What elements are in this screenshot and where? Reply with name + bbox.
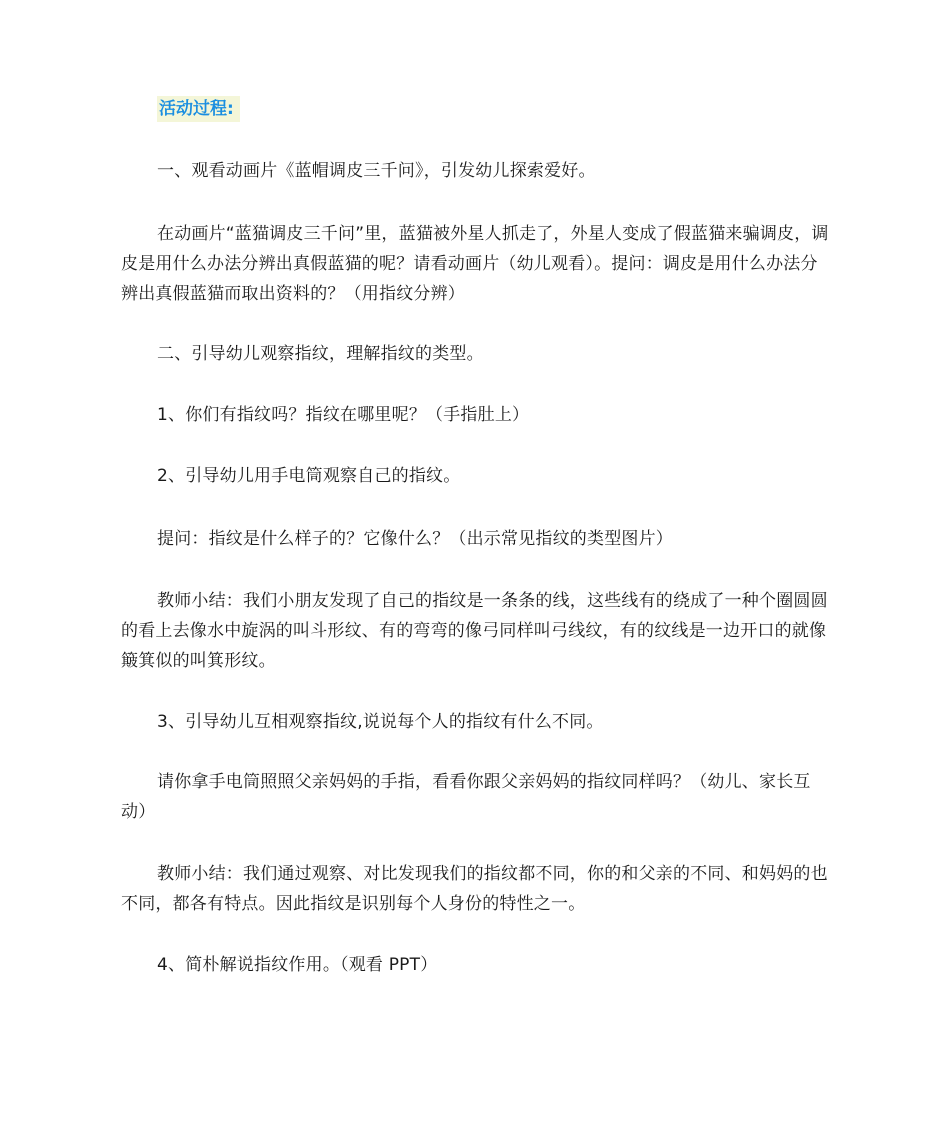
paragraph-cartoon-intro: 在动画片“蓝猫调皮三千问”里，蓝猫被外星人抓走了，外星人变成了假蓝猫来骗调皮，调皮是用什么办法分辨出真假蓝猫的呢？请看动画片（幼儿观看）。提问：调皮是用什么办法分辨出真假蓝猫而取出资料的？（用指纹分辨）	[121, 224, 829, 304]
document-page	[121, 0, 831, 1129]
paragraph-step-2: 二、引导幼儿观察指纹，理解指纹的类型。	[157, 344, 484, 364]
paragraph-parent-interaction: 请你拿手电筒照照父亲妈妈的手指，看看你跟父亲妈妈的指纹同样吗？（幼儿、家长互动）	[121, 772, 811, 822]
paragraph-question-shape: 提问：指纹是什么样子的？它像什么？（出示常见指纹的类型图片）	[157, 529, 673, 549]
paragraph-teacher-summary-2: 教师小结：我们通过观察、对比发现我们的指纹都不同，你的和父亲的不同、和妈妈的也不同，都各有特点。因此指纹是识别每个人身份的特性之一。	[121, 864, 828, 914]
paragraph-question-4: 4、简朴解说指纹作用。（观看 PPT）	[157, 955, 438, 975]
paragraph-question-1: 1、你们有指纹吗？指纹在哪里呢？（手指肚上）	[157, 405, 530, 425]
paragraph-question-3: 3、引导幼儿互相观察指纹,说说每个人的指纹有什么不同。	[157, 712, 604, 732]
paragraph-question-2: 2、引导幼儿用手电筒观察自己的指纹。	[157, 466, 461, 486]
paragraph-teacher-summary-1: 教师小结：我们小朋友发现了自己的指纹是一条条的线，这些线有的绕成了一种个圈圆圆的看上去像水中旋涡的叫斗形纹、有的弯弯的像弓同样叫弓线纹，有的纹线是一边开口的就像簸箕似的叫箕形纹。	[121, 591, 828, 671]
section-heading: 活动过程:	[157, 96, 240, 122]
paragraph-step-1: 一、观看动画片《蓝帽调皮三千问》，引发幼儿探索爱好。	[157, 161, 596, 181]
